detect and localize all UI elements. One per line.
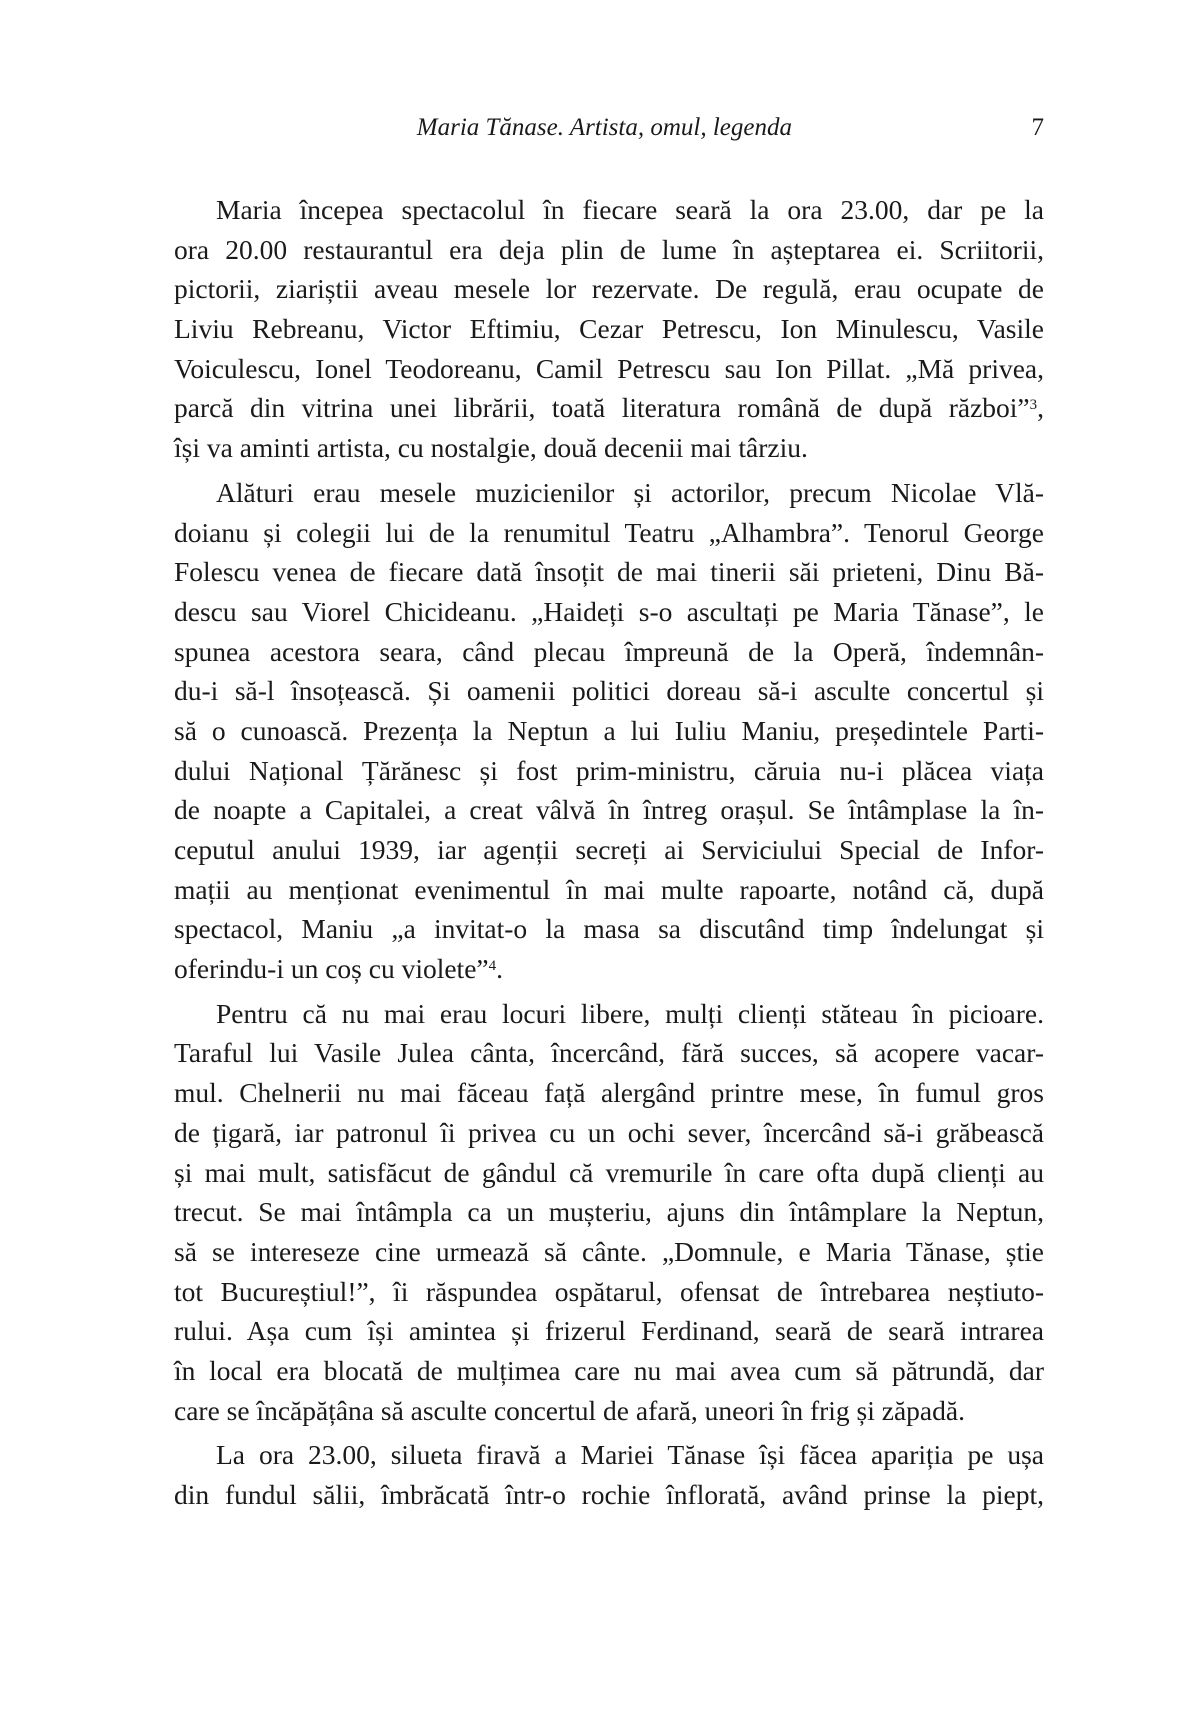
text-line: Pentru că nu mai erau locuri libere, mulți clienți stăteau în picioare. (216, 997, 1044, 1029)
text-line: ceputul anului 1939, iar agenții secreți ai Serviciului Special de Infor- (174, 834, 1044, 865)
text-line: de noapte a Capitalei, a creat vâlvă în întreg orașul. Se întâmplase la în- (174, 794, 1044, 826)
text-line: să se intereseze cine urmează să cânte. „Domnule, e Maria Tănase, știe (174, 1235, 1044, 1267)
running-header (174, 108, 1044, 148)
text-line: ora 20.00 restaurantul era deja plin de lume în așteptarea ei. Scriitorii, (174, 233, 1044, 265)
text-line: pictorii, ziariștii aveau mesele lor rezervate. De regulă, erau ocupate de (174, 273, 1044, 305)
text-line-with-footnote (174, 388, 1044, 428)
text-line: Liviu Rebreanu, Victor Eftimiu, Cezar Petrescu, Ion Minulescu, Vasile (174, 313, 1044, 345)
text-line: rului. Așa cum își amintea și frizerul Ferdinand, seară de seară intrarea (174, 1315, 1044, 1347)
footnote-marker: 3 (1029, 397, 1038, 414)
text-line: dului Național Țărănesc și fost prim-ministru, căruia nu-i plăcea viața (174, 754, 1044, 786)
text-line: La ora 23.00, silueta firavă a Mariei Tănase își făcea apariția pe ușa (216, 1439, 1044, 1471)
text-segment: . (496, 953, 503, 985)
paragraph-1 (174, 190, 1044, 468)
text-line: să o cunoască. Prezența la Neptun a lui Iuliu Maniu, președintele Parti- (174, 714, 1044, 746)
text-line: din fundul sălii, îmbrăcată într-o rochie înflorată, având prinse la piept, (174, 1479, 1044, 1510)
text-line: mul. Chelnerii nu mai făceau față alergând printre mese, în fumul gros (174, 1077, 1044, 1109)
text-line: Folescu venea de fiecare dată însoțit de mai tinerii săi prieteni, Dinu Bă- (174, 556, 1044, 588)
text-segment: parcă din vitrina unei librării, toată literatura română de după război” (174, 392, 1030, 424)
text-line: mații au menționat evenimentul în mai multe rapoarte, notând că, după (174, 873, 1044, 905)
text-line: Voiculescu, Ionel Teodoreanu, Camil Petrescu sau Ion Pillat. „Mă privea, (174, 352, 1044, 384)
paragraph-3 (174, 994, 1044, 1431)
text-line: Taraful lui Vasile Julea cânta, încercând, fără succes, să acopere vacar- (174, 1037, 1044, 1069)
paragraph-2 (174, 473, 1044, 989)
text-line: tot Bucureștiul!”, îi răspundea ospătarul, ofensat de întrebarea neștiuto- (174, 1275, 1044, 1307)
text-line: Alături erau mesele muzicienilor și actorilor, precum Nicolae Vlă- (216, 476, 1044, 508)
running-header-title: Maria Tănase. Artista, omul, legenda (416, 114, 792, 141)
text-line: în local era blocată de mulțimea care nu mai avea cum să pătrundă, dar (174, 1354, 1044, 1386)
text-segment: oferindu-i un coș cu violete” (174, 953, 489, 985)
text-line: du-i să-l însoțească. Și oamenii politici doreau să-i asculte concertul și (174, 675, 1044, 707)
text-line: Maria începea spectacolul în fiecare seară la ora 23.00, dar pe la (216, 194, 1044, 225)
text-segment: , (1037, 392, 1044, 424)
text-line: își va aminti artista, cu nostalgie, două decenii mai târziu. (174, 432, 808, 464)
text-line: doianu și colegii lui de la renumitul Teatru „Alhambra”. Tenorul George (174, 516, 1044, 548)
text-line: trecut. Se mai întâmpla ca un mușteriu, ajuns din întâmplare la Neptun, (174, 1196, 1044, 1228)
paragraph-4 (174, 1435, 1044, 1514)
text-line: care se încăpățâna să asculte concertul de afară, uneori în frig și zăpadă. (174, 1394, 965, 1426)
text-line: descu sau Viorel Chicideanu. „Haideți s-o ascultați pe Maria Tănase”, le (174, 595, 1044, 627)
footnote-marker: 4 (488, 957, 497, 974)
text-line: spunea acestora seara, când plecau împreună de la Operă, îndemnân- (174, 635, 1044, 667)
text-line-with-footnote (174, 949, 1044, 989)
text-line: de țigară, iar patronul îi privea cu un ochi sever, încercând să-i grăbească (174, 1116, 1044, 1148)
text-line: spectacol, Maniu „a invitat-o la masa sa discutând timp îndelungat și (174, 913, 1044, 945)
body-text (174, 190, 1044, 1515)
text-line: și mai mult, satisfăcut de gândul că vremurile în care ofta după clienți au (174, 1156, 1044, 1188)
page-number: 7 (1031, 114, 1044, 141)
